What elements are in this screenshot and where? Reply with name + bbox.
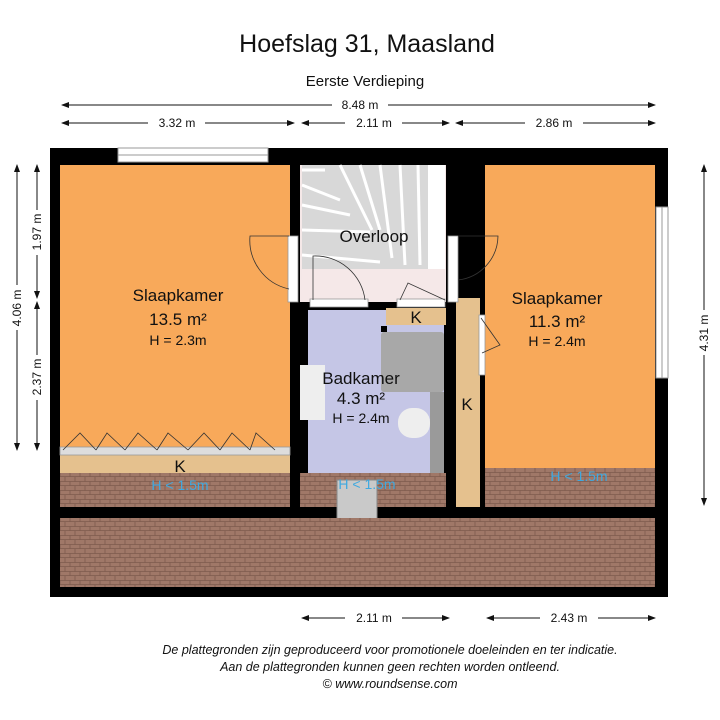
bedroom-right-height: H = 2.4m bbox=[528, 333, 586, 349]
dim-left-2: 2.37 m bbox=[30, 358, 44, 396]
plan-title: Hoefslag 31, Maasland bbox=[239, 30, 495, 58]
bedroom-left-height: H = 2.3m bbox=[149, 332, 207, 348]
sink bbox=[300, 365, 325, 420]
dim-left-total: 4.06 m bbox=[10, 289, 24, 327]
disclaimer-line-1: De plattegronden zijn geproduceerd voor promotionele doeleinden en ter indicatie. bbox=[162, 643, 618, 657]
closet-small-label: K bbox=[410, 308, 422, 327]
bedroom-right-area: 11.3 m² bbox=[528, 312, 586, 331]
bathroom-height: H = 2.4m bbox=[332, 410, 390, 426]
bedroom-right-name: Slaapkamer bbox=[511, 289, 603, 308]
top-dimensions bbox=[62, 98, 655, 130]
disclaimer-line-2: Aan de plattegronden kunnen geen rechten worden ontleend. bbox=[220, 660, 560, 674]
copyright: © www.roundsense.com bbox=[322, 677, 458, 691]
bathroom-area: 4.3 m² bbox=[336, 389, 386, 408]
floor-subtitle: Eerste Verdieping bbox=[305, 73, 425, 90]
staircase bbox=[302, 165, 445, 269]
dim-bottom-2: 2.43 m bbox=[550, 611, 588, 625]
bedroom-left-name: Slaapkamer bbox=[132, 286, 224, 305]
dim-top-1: 3.32 m bbox=[158, 116, 196, 130]
low-ceiling-left: H < 1.5m bbox=[151, 477, 209, 493]
dim-bottom-1: 2.11 m bbox=[356, 611, 392, 625]
roof-bottom bbox=[60, 518, 655, 587]
closet-tall-label: K bbox=[461, 395, 473, 414]
low-ceiling-right: H < 1.5m bbox=[550, 468, 608, 484]
closet-left-label: K bbox=[174, 457, 186, 476]
dim-left-1: 1.97 m bbox=[30, 213, 44, 251]
dim-right-total: 4.31 m bbox=[697, 314, 711, 352]
bottom-dimensions bbox=[302, 611, 655, 625]
dim-top-3: 2.86 m bbox=[535, 116, 573, 130]
bathroom-name: Badkamer bbox=[322, 369, 400, 388]
toilet bbox=[398, 408, 430, 438]
landing-name: Overloop bbox=[339, 227, 409, 246]
dim-total-width: 8.48 m bbox=[341, 98, 379, 112]
dim-top-2: 2.11 m bbox=[356, 116, 392, 130]
low-ceiling-middle: H < 1.5m bbox=[338, 476, 396, 492]
bedroom-left-area: 13.5 m² bbox=[149, 310, 207, 329]
